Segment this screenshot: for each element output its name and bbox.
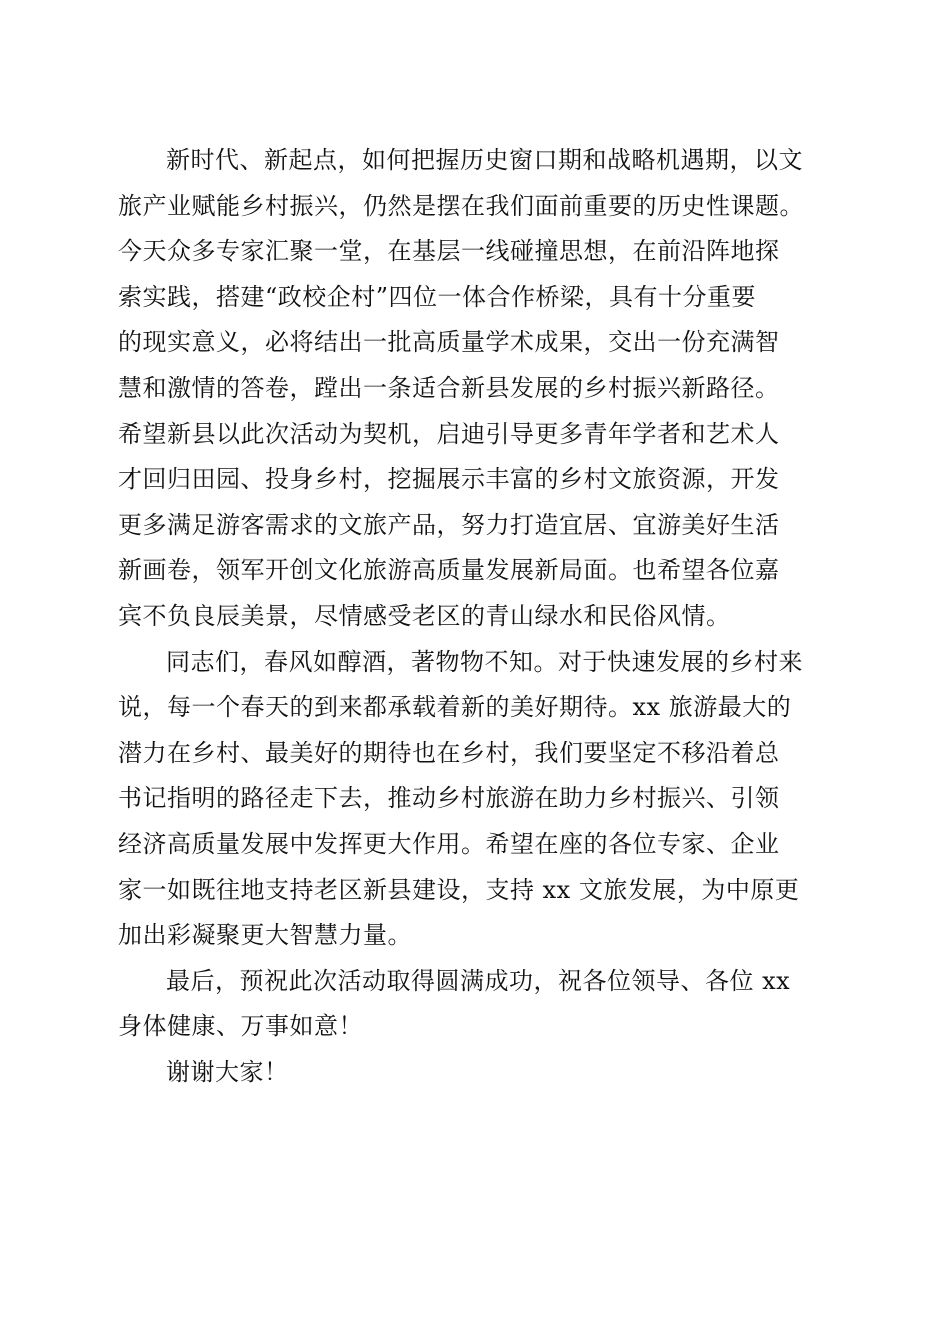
paragraph-line: 身体健康、万事如意！	[118, 1012, 363, 1041]
paragraph-line: 说，每一个春天的到来都承载着新的美好期待。xx 旅游最大的	[118, 693, 792, 722]
paragraph-line: 才回归田园、投身乡村，挖掘展示丰富的乡村文旅资源，开发	[118, 465, 780, 494]
paragraph-line: 的现实意义，必将结出一批高质量学术成果，交出一份充满智	[118, 328, 780, 357]
paragraph-line: 谢谢大家！	[166, 1057, 289, 1086]
document-body	[118, 138, 838, 1095]
paragraph-3	[118, 959, 838, 1050]
paragraph-line: 加出彩凝聚更大智慧力量。	[118, 921, 412, 950]
paragraph-line: 希望新县以此次活动为契机，启迪引导更多青年学者和艺术人	[118, 419, 780, 448]
paragraph-2	[118, 640, 838, 959]
paragraph-1	[118, 138, 838, 640]
paragraph-line: 索实践，搭建“政校企村”四位一体合作桥梁，具有十分重要	[118, 282, 757, 311]
paragraph-line: 宾不负良辰美景，尽情感受老区的青山绿水和民俗风情。	[118, 601, 731, 630]
paragraph-line: 潜力在乡村、最美好的期待也在乡村，我们要坚定不移沿着总	[118, 738, 780, 767]
paragraph-line: 同志们，春风如醇酒，著物物不知。对于快速发展的乡村来	[166, 647, 803, 676]
paragraph-line: 慧和激情的答卷，蹚出一条适合新县发展的乡村振兴新路径。	[118, 373, 780, 402]
paragraph-line: 最后，预祝此次活动取得圆满成功，祝各位领导、各位 xx	[166, 966, 791, 995]
paragraph-line: 书记指明的路径走下去，推动乡村旅游在助力乡村振兴、引领	[118, 784, 780, 813]
paragraph-line: 经济高质量发展中发挥更大作用。希望在座的各位专家、企业	[118, 829, 780, 858]
paragraph-line: 新画卷，领军开创文化旅游高质量发展新局面。也希望各位嘉	[118, 556, 780, 585]
paragraph-line: 今天众多专家汇聚一堂，在基层一线碰撞思想，在前沿阵地探	[118, 237, 780, 266]
paragraph-line: 家一如既往地支持老区新县建设，支持 xx 文旅发展，为中原更	[118, 875, 800, 904]
paragraph-4	[118, 1050, 838, 1096]
paragraph-line: 旅产业赋能乡村振兴，仍然是摆在我们面前重要的历史性课题。	[118, 191, 804, 220]
paragraph-line: 更多满足游客需求的文旅产品，努力打造宜居、宜游美好生活	[118, 510, 780, 539]
paragraph-line: 新时代、新起点，如何把握历史窗口期和战略机遇期，以文	[166, 146, 803, 174]
